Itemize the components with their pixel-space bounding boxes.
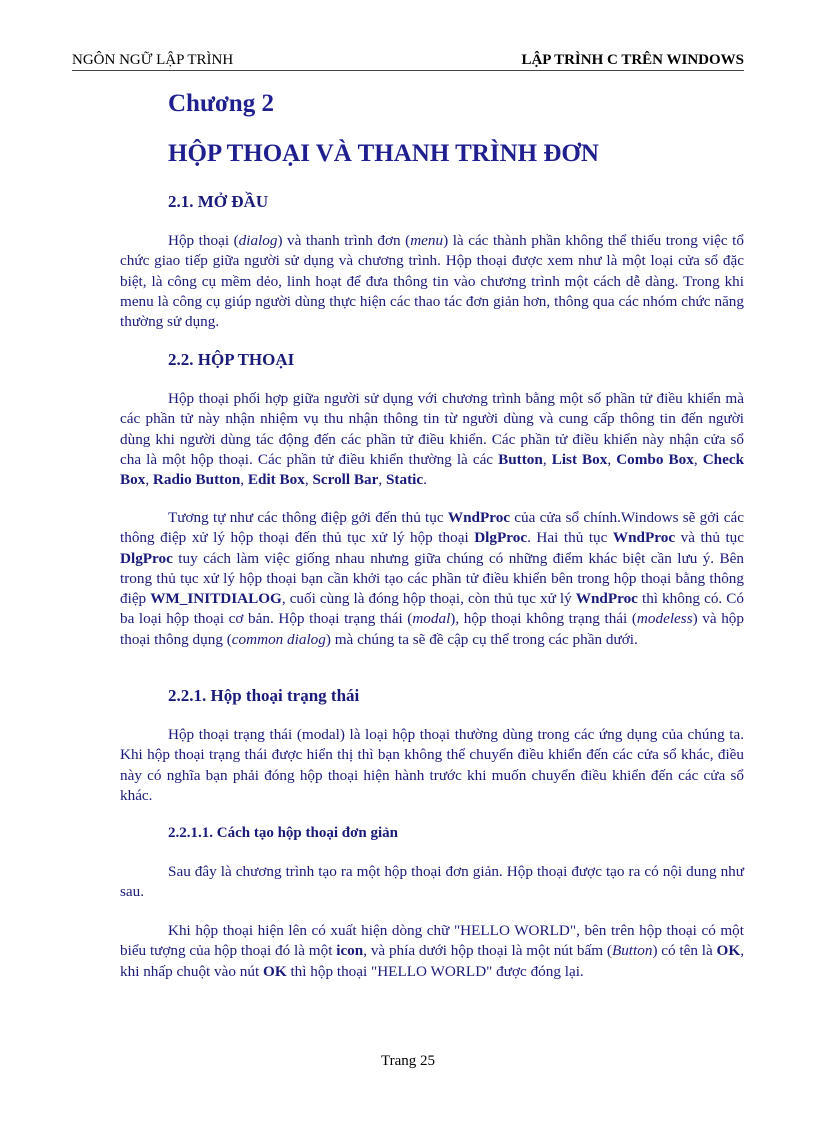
text-bold: WndProc — [447, 509, 511, 526]
text-bold: Static — [385, 471, 424, 489]
text-bold: Check Box — [120, 450, 745, 489]
text: Tương tự như các thông điệp gởi đến thủ tục — [168, 509, 448, 526]
text: tuy cách làm việc giống nhau nhưng giữa chúng có những điểm khác biệt cần lưu ý. Bên trong thủ tục xử lý hộp thoại bạn cần khởi tạo các phần tử điều khiển bên trong hộp thoại bằng thông điệp — [120, 549, 744, 608]
paragraph-2-2-1-1-a: Sau đây là chương trình tạo ra một hộp thoại đơn giản. Hộp thoại được tạo ra có nội dung như sau. — [120, 863, 744, 901]
text-italic: modeless — [636, 610, 693, 628]
text-bold: Combo Box — [616, 450, 694, 468]
chapter-title: HỘP THOẠI VÀ THANH TRÌNH ĐƠN — [168, 140, 599, 167]
section-heading-2-1: 2.1. MỞ ĐẦU — [168, 192, 269, 211]
header-right: LẬP TRÌNH C TRÊN WINDOWS — [521, 52, 744, 68]
text: Hộp thoại ( — [168, 232, 239, 249]
text: , cuối cùng là đóng hộp thoại, còn thủ tục xử lý — [281, 590, 576, 608]
text-bold: WM_INITDIALOG — [150, 590, 282, 608]
text: . Hai thủ tục — [527, 529, 613, 547]
text: ) có tên là — [652, 942, 717, 960]
text: thì hộp thoại "HELLO WORLD" được đóng lại. — [286, 962, 584, 980]
text-bold: Button — [498, 450, 543, 468]
paragraph-2-2-1: Hộp thoại trạng thái (modal) là loại hộp thoại thường dùng trong các ứng dụng của chúng ta. Khi hộp thoại trạng thái được hiển thị thì bạn không thể chuyển điều khiển đến các cửa sổ khác, điều này có nghĩa bạn phải đóng hộp thoại hiện hành trước khi muốn chuyển điều khiển đến các cửa sổ khác. — [120, 726, 744, 804]
section-heading-2-2-1-1: 2.2.1.1. Cách tạo hộp thoại đơn giản — [168, 825, 399, 841]
header-left: NGÔN NGỮ LẬP TRÌNH — [72, 52, 234, 68]
text: ) và thanh trình đơn ( — [277, 232, 411, 249]
text: thì không có. Có ba loại hộp thoại cơ bản. Hộp thoại trạng thái ( — [120, 590, 744, 628]
paragraph-2-2-1-1-b — [120, 921, 744, 982]
text: , và phía dưới hộp thoại là một nút bấm ( — [363, 942, 612, 960]
text: , — [542, 450, 552, 468]
text: , — [145, 471, 153, 489]
paragraph-2-1 — [120, 231, 744, 332]
text-bold: OK — [716, 942, 741, 960]
text-bold: WndProc — [612, 529, 676, 547]
text-bold: DlgProc — [474, 529, 528, 547]
text-bold: Scroll Bar — [312, 471, 379, 489]
text-italic: common dialog — [231, 630, 326, 648]
text: , — [304, 471, 313, 489]
text: . — [423, 471, 427, 489]
text: và thủ tục — [675, 529, 745, 547]
page-header — [72, 52, 744, 71]
text-bold: WndProc — [575, 590, 638, 608]
text: của cửa sổ chính.Windows sẽ gởi các thông điệp xử lý hộp thoại đến thủ tục xử lý hộp thoại — [120, 509, 744, 547]
paragraph-2-2-b — [120, 508, 744, 650]
text-italic: modal — [412, 610, 451, 628]
text: , — [607, 450, 617, 468]
text: ) và hộp thoại thông dụng ( — [120, 610, 744, 648]
chapter-number: Chương 2 — [168, 90, 274, 117]
text: , — [240, 471, 248, 489]
text-italic: dialog — [238, 232, 278, 249]
paragraph-2-2-a — [120, 389, 744, 490]
text-bold: DlgProc — [120, 549, 173, 567]
text: ) là các thành phần không thể thiếu trong việc tổ chức giao tiếp giữa người sử dụng và chương trình. Hộp thoại được xem như là một loại cửa sổ đặc biệt, là công cụ mềm dẻo, linh hoạt để đưa thông tin vào chương trình một cách dễ dàng. Trong khi menu là công cụ giúp người dùng thực hiện các thao tác đơn giản hơn, thông qua các nhóm chức năng thường sử dụng. — [120, 232, 744, 331]
text: ) mà chúng ta sẽ đề cập cụ thể trong các phần dưới. — [325, 630, 638, 648]
text: Khi hộp thoại hiện lên có xuất hiện dòng chữ "HELLO WORLD", bên trên hộp thoại có một biểu tượng của hộp thoại đó là một — [120, 922, 744, 960]
section-heading-2-2: 2.2. HỘP THOẠI — [168, 350, 295, 369]
text: , khi nhấp chuột vào nút — [120, 942, 744, 980]
text: Hộp thoại phối hợp giữa người sử dụng với chương trình bằng một số phần tử điều khiển mà các phần tử này nhận nhiệm vụ thu nhận thông tin từ người dùng và cung cấp thông tin đến người dùng khi người dùng tác động đến các phần tử điều khiển. Các phần tử điều khiển này nhận cửa sổ cha là một hộp thoại. Các phần tử điều khiển thường là các — [120, 390, 744, 468]
text-bold: Edit Box — [247, 471, 305, 489]
text-bold: Radio Button — [152, 471, 241, 489]
text-italic: Button — [611, 942, 653, 960]
text: , — [693, 450, 703, 468]
page-number: Trang 25 — [380, 1053, 436, 1069]
text-bold: OK — [263, 962, 287, 980]
text: ), hộp thoại không trạng thái ( — [450, 610, 637, 628]
text-bold: List Box — [551, 450, 608, 468]
text-italic: menu — [410, 232, 444, 249]
section-heading-2-2-1: 2.2.1. Hộp thoại trạng thái — [168, 686, 360, 705]
text: , — [378, 471, 386, 489]
text-bold: icon — [336, 942, 364, 960]
